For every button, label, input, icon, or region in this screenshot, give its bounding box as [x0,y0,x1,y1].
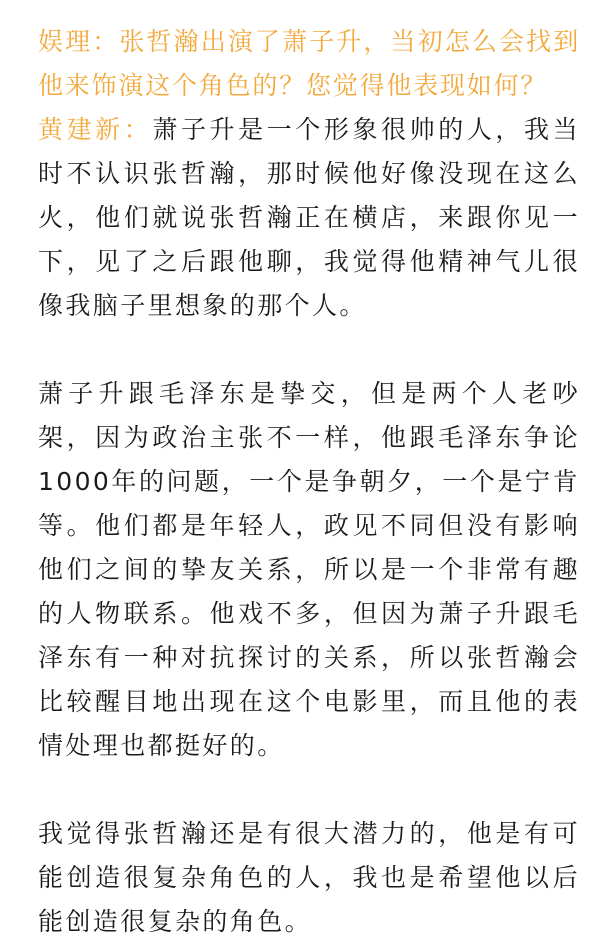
interview-question [38,20,580,108]
speaker-label: 黄建新： [38,115,153,144]
paragraph-spacer [38,768,580,812]
question-text: 张哲瀚出演了萧子升，当初怎么会找到他来饰演这个角色的？您觉得他表现如何？ [38,27,581,100]
paragraph-spacer [38,328,580,372]
answer-paragraph-2: 萧子升跟毛泽东是挚交，但是两个人老吵架，因为政治主张不一样，他跟毛泽东争论1000年的问题，一个是争朝夕，一个是宁肯等。他们都是年轻人，政见不同但没有影响他们之间的挚友关系，所以是一个非常有趣的人物联系。他戏不多，但因为萧子升跟毛泽东有一种对抗探讨的关系，所以张哲瀚会比较醒目地出现在这个电影里，而且他的表情处理也都挺好的。 [38,379,580,760]
interview-answer-intro [38,108,580,328]
answer-paragraph-3: 我觉得张哲瀚还是有很大潜力的，他是有可能创造很复杂角色的人，我也是希望他以后能创造很复杂的角色。 [38,819,580,936]
answer-intro-text: 萧子升是一个形象很帅的人，我当时不认识张哲瀚，那时候他好像没现在这么火，他们就说张哲瀚正在横店，来跟你见一下，见了之后跟他聊，我觉得他精神气儿很像我脑子里想象的那个人。 [38,115,580,320]
question-label: 娱理： [38,27,120,56]
